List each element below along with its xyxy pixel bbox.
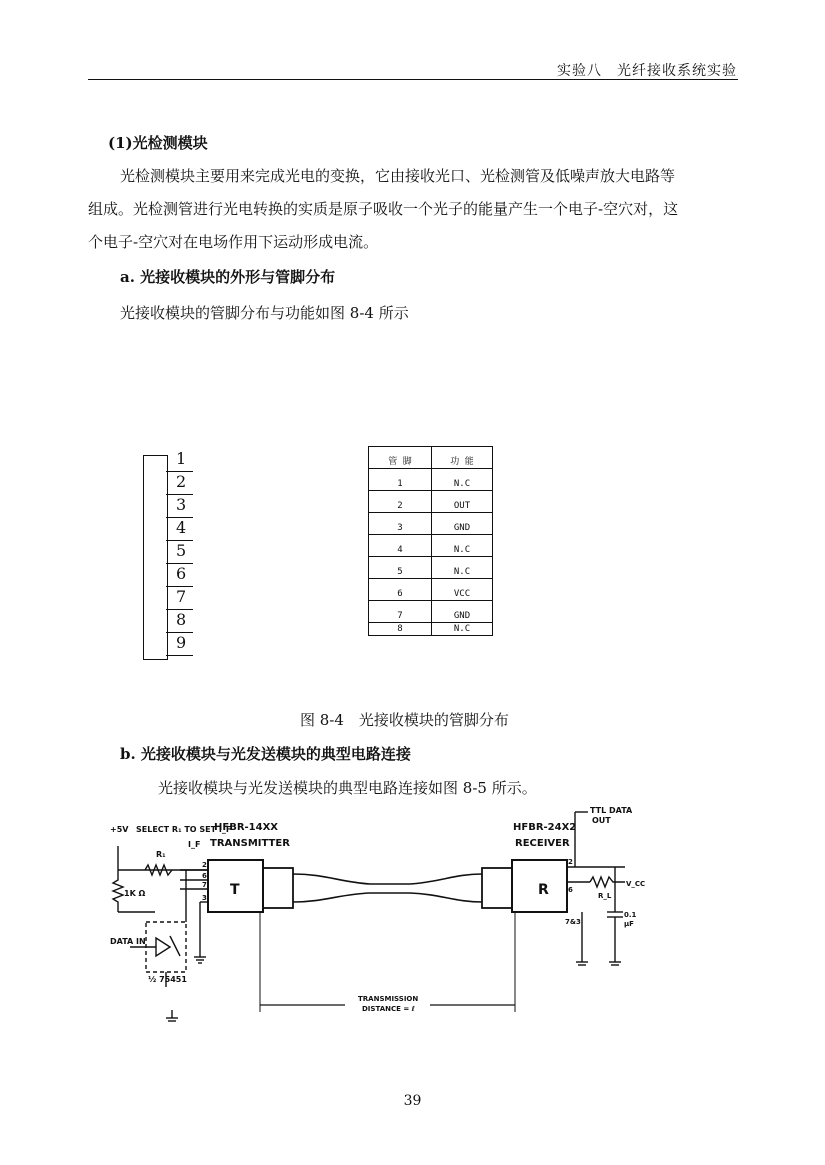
if-label: I_F — [188, 840, 201, 849]
page-number: 39 — [403, 1093, 422, 1109]
resistor-1k-label: 1K Ω — [124, 889, 146, 898]
section-heading: (1)光检测模块 — [108, 134, 208, 152]
table-row — [369, 623, 493, 636]
data-in-label: DATA IN — [110, 937, 146, 946]
tx-pin-label: 2 — [202, 861, 207, 869]
table-header-row — [369, 447, 493, 469]
table-header: 管 脚 — [369, 447, 432, 469]
paragraph-line: 个电子-空穴对在电场作用下运动形成电流。 — [88, 233, 379, 251]
table-cell: OUT — [432, 491, 493, 513]
table-row — [369, 601, 493, 623]
rx-pin-label: 2 — [568, 858, 573, 866]
table-cell: N.C — [432, 535, 493, 557]
pin-label: 1 — [166, 449, 193, 472]
driver-transistor — [170, 936, 180, 956]
table-cell: 2 — [369, 491, 432, 513]
paragraph-line: 光检测模块主要用来完成光电的变换，它由接收光口、光检测管及低噪声放大电路等 — [120, 167, 676, 185]
1k-resistor — [113, 872, 123, 912]
table-cell: 1 — [369, 469, 432, 491]
r1-label: R₁ — [156, 850, 166, 859]
ttl-label: OUT — [592, 816, 611, 825]
table-cell: 5 — [369, 557, 432, 579]
figure-caption: 图 8-4 光接收模块的管脚分布 — [300, 711, 509, 729]
rl-resistor — [590, 877, 625, 887]
pin-label: 8 — [166, 610, 193, 633]
tx-letter: T — [230, 882, 240, 898]
pin-label: 5 — [166, 541, 193, 564]
pin-label: 6 — [166, 564, 193, 587]
table-cell: 3 — [369, 513, 432, 535]
table-cell: VCC — [432, 579, 493, 601]
table-row — [369, 579, 493, 601]
pin-label: 4 — [166, 518, 193, 541]
tx-pin-label: 6 — [202, 872, 207, 880]
tx-name-label: TRANSMITTER — [210, 838, 290, 849]
table-cell: N.C — [432, 469, 493, 491]
section-paragraph — [88, 160, 738, 259]
tx-pin-label: 7 — [202, 881, 207, 889]
pin-function-table — [368, 446, 493, 636]
table-row — [369, 513, 493, 535]
rx-letter: R — [538, 882, 549, 898]
vcc-label: V_CC — [626, 880, 646, 888]
paragraph-line: 组成。光检测管进行光电转换的实质是原子吸收一个光子的能量产生一个电子-空穴对，这 — [88, 200, 679, 218]
pin-label: 7 — [166, 587, 193, 610]
table-cell: N.C — [432, 557, 493, 579]
table-cell: GND — [432, 601, 493, 623]
pin-label: 2 — [166, 472, 193, 495]
fiber-top — [293, 874, 482, 884]
table-row — [369, 535, 493, 557]
pin-label: 9 — [166, 633, 193, 656]
capacitor-label: 0.1 — [624, 911, 637, 919]
table-cell: 4 — [369, 535, 432, 557]
subheading-b: b. 光接收模块与光发送模块的典型电路连接 — [120, 745, 411, 763]
supply-label: +5V — [110, 825, 129, 834]
table-cell: GND — [432, 513, 493, 535]
rl-label: R_L — [598, 892, 612, 900]
subheading-a-text: 光接收模块的管脚分布与功能如图 8-4 所示 — [120, 304, 409, 322]
receiver-connector — [482, 868, 512, 908]
distance-label: TRANSMISSION — [358, 995, 419, 1003]
ttl-label: TTL DATA — [590, 806, 633, 815]
rx-part-label: HFBR-24X2 — [513, 822, 577, 833]
rx-pin-label: 6 — [568, 886, 573, 894]
fiber-bottom — [293, 893, 482, 902]
transmitter-connector — [263, 868, 293, 908]
select-label: SELECT R₁ TO SET I_F — [136, 825, 232, 834]
table-cell: 6 — [369, 579, 432, 601]
capacitor-label: µF — [624, 920, 634, 928]
rx-pin-763-label: 7&3 — [565, 918, 581, 926]
pin-label: 3 — [166, 495, 193, 518]
driver-gate — [156, 938, 170, 956]
header-rule — [88, 79, 738, 80]
table-header: 功 能 — [432, 447, 493, 469]
tx-pin-label: 3 — [202, 894, 207, 902]
module-outline — [143, 455, 168, 660]
distance-label: DISTANCE = ℓ — [362, 1005, 415, 1013]
table-row — [369, 469, 493, 491]
tx-part-label: HFBR-14XX — [214, 822, 279, 833]
table-cell: 7 — [369, 601, 432, 623]
table-cell: N.C — [432, 623, 493, 636]
driver-label: ½ 75451 — [148, 975, 187, 984]
table-row — [369, 557, 493, 579]
circuit-diagram — [110, 802, 650, 1027]
table-row — [369, 491, 493, 513]
table-cell: 8 — [369, 623, 432, 636]
rx-name-label: RECEIVER — [515, 838, 570, 849]
subheading-a: a. 光接收模块的外形与管脚分布 — [120, 268, 336, 286]
running-header: 实验八 光纤接收系统实验 — [557, 63, 737, 79]
subheading-b-text: 光接收模块与光发送模块的典型电路连接如图 8-5 所示。 — [158, 779, 537, 797]
